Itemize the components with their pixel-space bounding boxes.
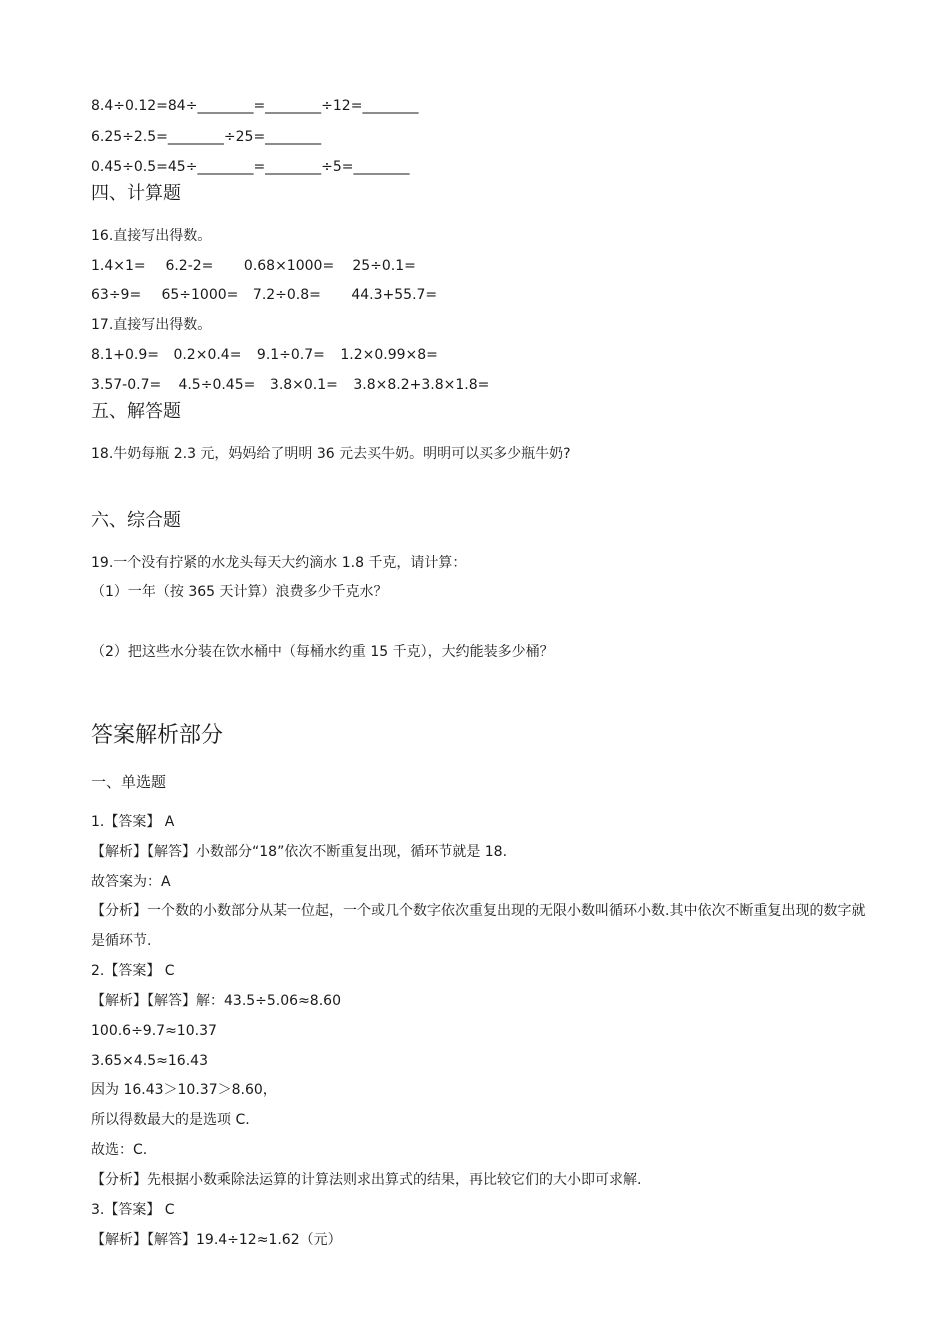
calc-item: 44.3+55.7= [351, 287, 438, 303]
question-18: 18.牛奶每瓶 2.3 元，妈妈给了明明 36 元去买牛奶。明明可以买多少瓶牛奶? [91, 446, 571, 462]
calc-item: 63÷9= [91, 287, 142, 303]
answer-2-step-2: 3.65×4.5≈16.43 [91, 1053, 208, 1069]
answer-2-step-4: 所以得数最大的是选项 C. [91, 1112, 250, 1128]
answer-1-analysis: 【解析】【解答】小数部分“18”依次不断重复出现，循环节就是 18. [91, 844, 508, 860]
answers-title: 答案解析部分 [91, 723, 224, 748]
calc-item: 1.2×0.99×8= [340, 347, 438, 363]
answer-2: 2.【答案】 C [91, 963, 175, 979]
calc-item: 65÷1000= [161, 287, 239, 303]
answer-2-conclusion: 故选：C. [91, 1142, 148, 1158]
question-17-row-1 [91, 345, 438, 365]
answer-2-step-3: 因为 16.43＞10.37＞8.60， [91, 1082, 277, 1098]
calc-item: 3.8×8.2+3.8×1.8= [353, 377, 490, 393]
answer-2-analysis: 【解析】【解答】解：43.5÷5.06≈8.60 [91, 993, 341, 1009]
fill-blank-line-1: 8.4÷0.12=84÷________=________÷12=________ [91, 98, 419, 114]
calc-item: 3.57-0.7= [91, 377, 162, 393]
answer-2-note: 【分析】先根据小数乘除法运算的计算法则求出算式的结果，再比较它们的大小即可求解. [91, 1172, 642, 1188]
calc-item: 3.8×0.1= [269, 377, 338, 393]
question-19: 19.一个没有拧紧的水龙头每天大约滴水 1.8 千克，请计算： [91, 555, 467, 571]
question-19-part-1: （1）一年（按 365 天计算）浪费多少千克水？ [91, 584, 388, 600]
question-16-row-2 [91, 285, 437, 305]
calc-item: 9.1÷0.7= [256, 347, 325, 363]
section-title-word-problems: 五、解答题 [91, 401, 181, 422]
answers-section-single-choice: 一、单选题 [91, 773, 167, 791]
question-17-prompt: 17.直接写出得数。 [91, 317, 212, 333]
question-19-part-2: （2）把这些水分装在饮水桶中（每桶水约重 15 千克），大约能装多少桶？ [91, 644, 554, 660]
calc-item: 0.68×1000= [243, 258, 335, 274]
answer-1-conclusion: 故答案为：A [91, 874, 171, 890]
section-title-calculation: 四、计算题 [91, 183, 181, 204]
calc-item: 0.2×0.4= [173, 347, 242, 363]
question-16-row-1 [91, 256, 416, 276]
calc-item: 1.4×1= [91, 258, 146, 274]
answer-3: 3.【答案】 C [91, 1202, 175, 1218]
fill-blank-line-3: 0.45÷0.5=45÷________=________÷5=________ [91, 159, 410, 175]
fill-blank-line-2: 6.25÷2.5=________÷25=________ [91, 129, 322, 145]
calc-item: 6.2-2= [165, 258, 214, 274]
calc-item: 8.1+0.9= [91, 347, 159, 363]
answer-1: 1.【答案】 A [91, 814, 175, 830]
answer-1-note: 【分析】一个数的小数部分从某一位起，一个或几个数字依次重复出现的无限小数叫循环小数.其中依次不断重复出现的数字就是循环节. [91, 903, 866, 949]
question-16-prompt: 16.直接写出得数。 [91, 228, 212, 244]
question-17-row-2 [91, 375, 489, 395]
calc-item: 4.5÷0.45= [178, 377, 256, 393]
calc-item: 7.2÷0.8= [252, 287, 321, 303]
answer-3-analysis: 【解析】【解答】19.4÷12≈1.62（元） [91, 1232, 342, 1248]
section-title-comprehensive: 六、综合题 [91, 510, 181, 531]
answer-2-step-1: 100.6÷9.7≈10.37 [91, 1023, 217, 1039]
calc-item: 25÷0.1= [352, 258, 416, 274]
